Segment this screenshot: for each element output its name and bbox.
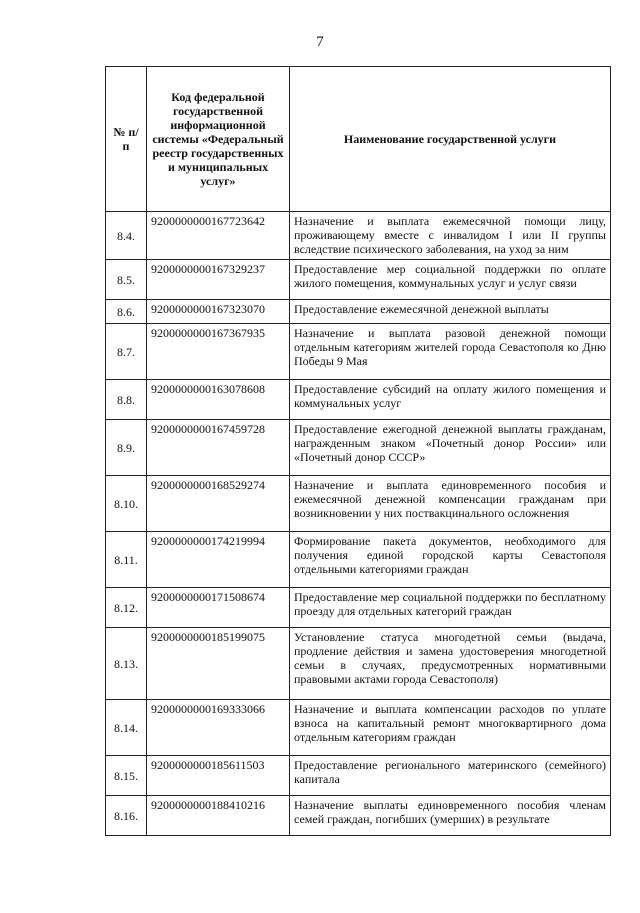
table-row [106,300,611,324]
table-body [106,212,611,836]
row-code: 9200000000188410216 [147,796,290,836]
table-row [106,420,611,476]
table-row [106,476,611,532]
row-number: 8.6. [106,300,147,324]
row-name: Формирование пакета документов, необходимого для получения единой городской карты Севастополя отдельными категориями граждан [290,532,611,588]
row-number: 8.10. [106,476,147,532]
row-name: Назначение выплаты единовременного пособия членам семей граждан, погибших (умерших) в результате [290,796,611,836]
row-number: 8.13. [106,628,147,700]
row-code: 9200000000167723642 [147,212,290,260]
row-name: Предоставление ежемесячной денежной выплаты [290,300,611,324]
row-number: 8.8. [106,380,147,420]
header-name: Наименование государственной услуги [290,67,611,212]
row-number: 8.14. [106,700,147,756]
row-name: Предоставление мер социальной поддержки по бесплатному проезду для отдельных категорий граждан [290,588,611,628]
row-name: Назначение и выплата компенсации расходов по уплате взноса на капитальный ремонт многоквартирного дома отдельным категориям граждан [290,700,611,756]
row-number: 8.15. [106,756,147,796]
row-name: Назначение и выплата единовременного пособия и ежемесячной денежной компенсации гражданам при возникновении у них поствакцинального осложнения [290,476,611,532]
header-number: № п/п [106,67,147,212]
table-row [106,756,611,796]
row-name: Предоставление регионального материнского (семейного) капитала [290,756,611,796]
table-row [106,532,611,588]
table-row [106,628,611,700]
table-row [106,324,611,380]
row-name: Предоставление ежегодной денежной выплаты гражданам, награжденным знаком «Почетный донор России» или «Почетный донор СССР» [290,420,611,476]
row-code: 9200000000168529274 [147,476,290,532]
row-name: Предоставление мер социальной поддержки по оплате жилого помещения, коммунальных услуг и услуг связи [290,260,611,300]
row-name: Назначение и выплата ежемесячной помощи лицу, проживающему вместе с инвалидом I или II группы вследствие психического заболевания, на уход за ним [290,212,611,260]
table-row [106,212,611,260]
table-row [106,260,611,300]
row-code: 9200000000169333066 [147,700,290,756]
row-number: 8.7. [106,324,147,380]
row-code: 9200000000174219994 [147,532,290,588]
table-row [106,588,611,628]
row-code: 9200000000167367935 [147,324,290,380]
row-code: 9200000000185611503 [147,756,290,796]
row-code: 9200000000167323070 [147,300,290,324]
row-number: 8.4. [106,212,147,260]
row-code: 9200000000167329237 [147,260,290,300]
row-number: 8.12. [106,588,147,628]
services-table [105,66,611,836]
row-name: Установление статуса многодетной семьи (выдача, продление действия и замена удостоверения многодетной семьи в случаях, предусмотренных нормативными правовыми актами города Севастополя) [290,628,611,700]
row-name: Назначение и выплата разовой денежной помощи отдельным категориям жителей города Севастополя ко Дню Победы 9 Мая [290,324,611,380]
page-number: 7 [316,34,324,50]
row-name: Предоставление субсидий на оплату жилого помещения и коммунальных услуг [290,380,611,420]
row-number: 8.16. [106,796,147,836]
row-number: 8.9. [106,420,147,476]
header-code: Код федеральной государственной информационной системы «Федеральный реестр государственных и муниципальных услуг» [147,67,290,212]
row-code: 9200000000163078608 [147,380,290,420]
row-code: 9200000000167459728 [147,420,290,476]
row-number: 8.5. [106,260,147,300]
table-header-row [106,67,611,212]
table-row [106,796,611,836]
row-code: 9200000000185199075 [147,628,290,700]
row-code: 9200000000171508674 [147,588,290,628]
table-row [106,380,611,420]
table-row [106,700,611,756]
row-number: 8.11. [106,532,147,588]
